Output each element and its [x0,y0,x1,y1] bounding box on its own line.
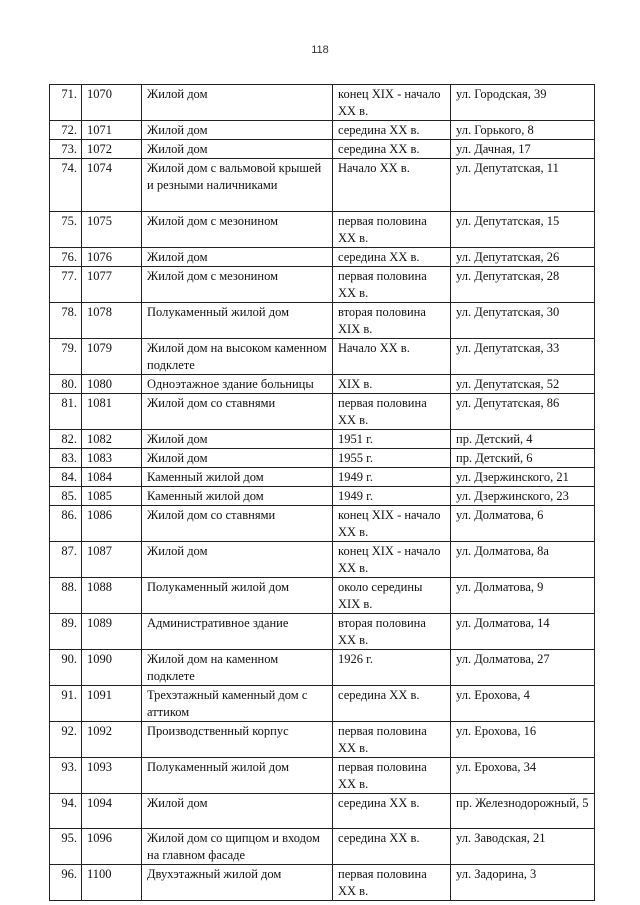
object-code: 1077 [82,267,142,303]
table-row [50,85,595,121]
object-period: середина XX в. [333,829,451,865]
object-period: первая половина XX в. [333,865,451,901]
page-number: 118 [311,44,329,56]
row-number: 78. [50,303,82,339]
row-number: 84. [50,468,82,487]
row-number: 81. [50,394,82,430]
row-number: 80. [50,375,82,394]
object-code: 1088 [82,578,142,614]
object-code: 1096 [82,829,142,865]
object-period: 1955 г. [333,449,451,468]
object-address: ул. Заводская, 21 [451,829,595,865]
object-address: ул. Депутатская, 26 [451,248,595,267]
object-address: ул. Городская, 39 [451,85,595,121]
table-row [50,829,595,865]
object-name: Одноэтажное здание больницы [142,375,333,394]
object-period: вторая половина XX в. [333,614,451,650]
object-name: Жилой дом [142,248,333,267]
table-row [50,722,595,758]
row-number: 96. [50,865,82,901]
heritage-registry-table [49,84,595,901]
object-address: ул. Задорина, 3 [451,865,595,901]
object-period: 1951 г. [333,430,451,449]
object-name: Жилой дом [142,85,333,121]
row-number: 77. [50,267,82,303]
object-address: ул. Долматова, 8а [451,542,595,578]
object-name: Жилой дом [142,542,333,578]
row-number: 83. [50,449,82,468]
row-number: 73. [50,140,82,159]
row-number: 92. [50,722,82,758]
object-period: Начало XX в. [333,159,451,212]
object-name: Производственный корпус [142,722,333,758]
row-number: 74. [50,159,82,212]
table-row [50,614,595,650]
object-address: ул. Депутатская, 33 [451,339,595,375]
object-address: пр. Детский, 6 [451,449,595,468]
row-number: 75. [50,212,82,248]
object-code: 1093 [82,758,142,794]
table-row [50,339,595,375]
object-name: Полукаменный жилой дом [142,758,333,794]
object-address: ул. Дзержинского, 21 [451,468,595,487]
object-code: 1085 [82,487,142,506]
object-name: Жилой дом с вальмовой крышей и резными наличниками [142,159,333,212]
object-name: Жилой дом на каменном подклете [142,650,333,686]
object-period: около середины XIX в. [333,578,451,614]
object-period: середина XX в. [333,794,451,829]
object-code: 1082 [82,430,142,449]
row-number: 82. [50,430,82,449]
table-row [50,394,595,430]
object-code: 1092 [82,722,142,758]
object-code: 1084 [82,468,142,487]
object-code: 1091 [82,686,142,722]
row-number: 87. [50,542,82,578]
object-code: 1086 [82,506,142,542]
object-period: 1949 г. [333,468,451,487]
object-code: 1080 [82,375,142,394]
row-number: 95. [50,829,82,865]
object-name: Двухэтажный жилой дом [142,865,333,901]
row-number: 72. [50,121,82,140]
object-period: вторая половина XIX в. [333,303,451,339]
object-address: ул. Депутатская, 28 [451,267,595,303]
object-name: Жилой дом [142,121,333,140]
table-row [50,865,595,901]
object-period: середина XX в. [333,248,451,267]
row-number: 93. [50,758,82,794]
row-number: 90. [50,650,82,686]
object-code: 1083 [82,449,142,468]
object-code: 1074 [82,159,142,212]
object-address: ул. Ерохова, 4 [451,686,595,722]
table-row [50,487,595,506]
object-code: 1089 [82,614,142,650]
object-name: Жилой дом [142,449,333,468]
table-row [50,449,595,468]
object-period: середина XX в. [333,686,451,722]
object-code: 1079 [82,339,142,375]
object-name: Полукаменный жилой дом [142,578,333,614]
object-period: первая половина XX в. [333,394,451,430]
object-name: Жилой дом со щипцом и входом на главном фасаде [142,829,333,865]
object-name: Трехэтажный каменный дом с аттиком [142,686,333,722]
object-period: первая половина XX в. [333,212,451,248]
object-period: Начало XX в. [333,339,451,375]
table-row [50,248,595,267]
table-row [50,758,595,794]
object-name: Жилой дом [142,140,333,159]
object-code: 1072 [82,140,142,159]
object-address: ул. Депутатская, 30 [451,303,595,339]
table-row [50,506,595,542]
object-period: первая половина XX в. [333,758,451,794]
table-row [50,686,595,722]
object-code: 1100 [82,865,142,901]
object-name: Полукаменный жилой дом [142,303,333,339]
object-address: ул. Депутатская, 86 [451,394,595,430]
object-address: ул. Дзержинского, 23 [451,487,595,506]
object-code: 1081 [82,394,142,430]
table-row [50,140,595,159]
object-period: 1949 г. [333,487,451,506]
table-row [50,430,595,449]
object-address: ул. Ерохова, 34 [451,758,595,794]
object-name: Жилой дом со ставнями [142,506,333,542]
table-row [50,212,595,248]
table-row [50,303,595,339]
table-row [50,159,595,212]
object-address: пр. Железнодорожный, 5 [451,794,595,829]
object-code: 1078 [82,303,142,339]
object-address: ул. Горького, 8 [451,121,595,140]
object-name: Жилой дом со ставнями [142,394,333,430]
object-period: конец XIX - начало XX в. [333,542,451,578]
row-number: 86. [50,506,82,542]
row-number: 79. [50,339,82,375]
object-address: ул. Долматова, 9 [451,578,595,614]
row-number: 76. [50,248,82,267]
object-code: 1071 [82,121,142,140]
object-name: Каменный жилой дом [142,487,333,506]
object-code: 1076 [82,248,142,267]
table-row [50,542,595,578]
object-name: Жилой дом [142,794,333,829]
object-period: первая половина XX в. [333,267,451,303]
table-row [50,578,595,614]
object-name: Жилой дом на высоком каменном подклете [142,339,333,375]
object-code: 1075 [82,212,142,248]
row-number: 91. [50,686,82,722]
object-period: конец XIX - начало XX в. [333,85,451,121]
object-name: Жилой дом с мезонином [142,267,333,303]
object-name: Жилой дом с мезонином [142,212,333,248]
table-row [50,794,595,829]
table-row [50,468,595,487]
object-name: Жилой дом [142,430,333,449]
object-period: 1926 г. [333,650,451,686]
object-address: ул. Депутатская, 11 [451,159,595,212]
object-address: ул. Долматова, 27 [451,650,595,686]
table-row [50,121,595,140]
object-code: 1087 [82,542,142,578]
row-number: 71. [50,85,82,121]
object-period: XIX в. [333,375,451,394]
object-address: пр. Детский, 4 [451,430,595,449]
object-address: ул. Ерохова, 16 [451,722,595,758]
object-address: ул. Депутатская, 52 [451,375,595,394]
object-period: конец XIX - начало XX в. [333,506,451,542]
object-address: ул. Дачная, 17 [451,140,595,159]
object-code: 1070 [82,85,142,121]
object-period: середина XX в. [333,121,451,140]
row-number: 88. [50,578,82,614]
object-name: Каменный жилой дом [142,468,333,487]
row-number: 89. [50,614,82,650]
object-code: 1090 [82,650,142,686]
object-code: 1094 [82,794,142,829]
object-period: середина XX в. [333,140,451,159]
object-address: ул. Депутатская, 15 [451,212,595,248]
object-address: ул. Долматова, 6 [451,506,595,542]
row-number: 85. [50,487,82,506]
table-row [50,267,595,303]
object-name: Административное здание [142,614,333,650]
object-address: ул. Долматова, 14 [451,614,595,650]
registry-table-body [50,85,595,901]
row-number: 94. [50,794,82,829]
table-row [50,650,595,686]
object-period: первая половина XX в. [333,722,451,758]
table-row [50,375,595,394]
